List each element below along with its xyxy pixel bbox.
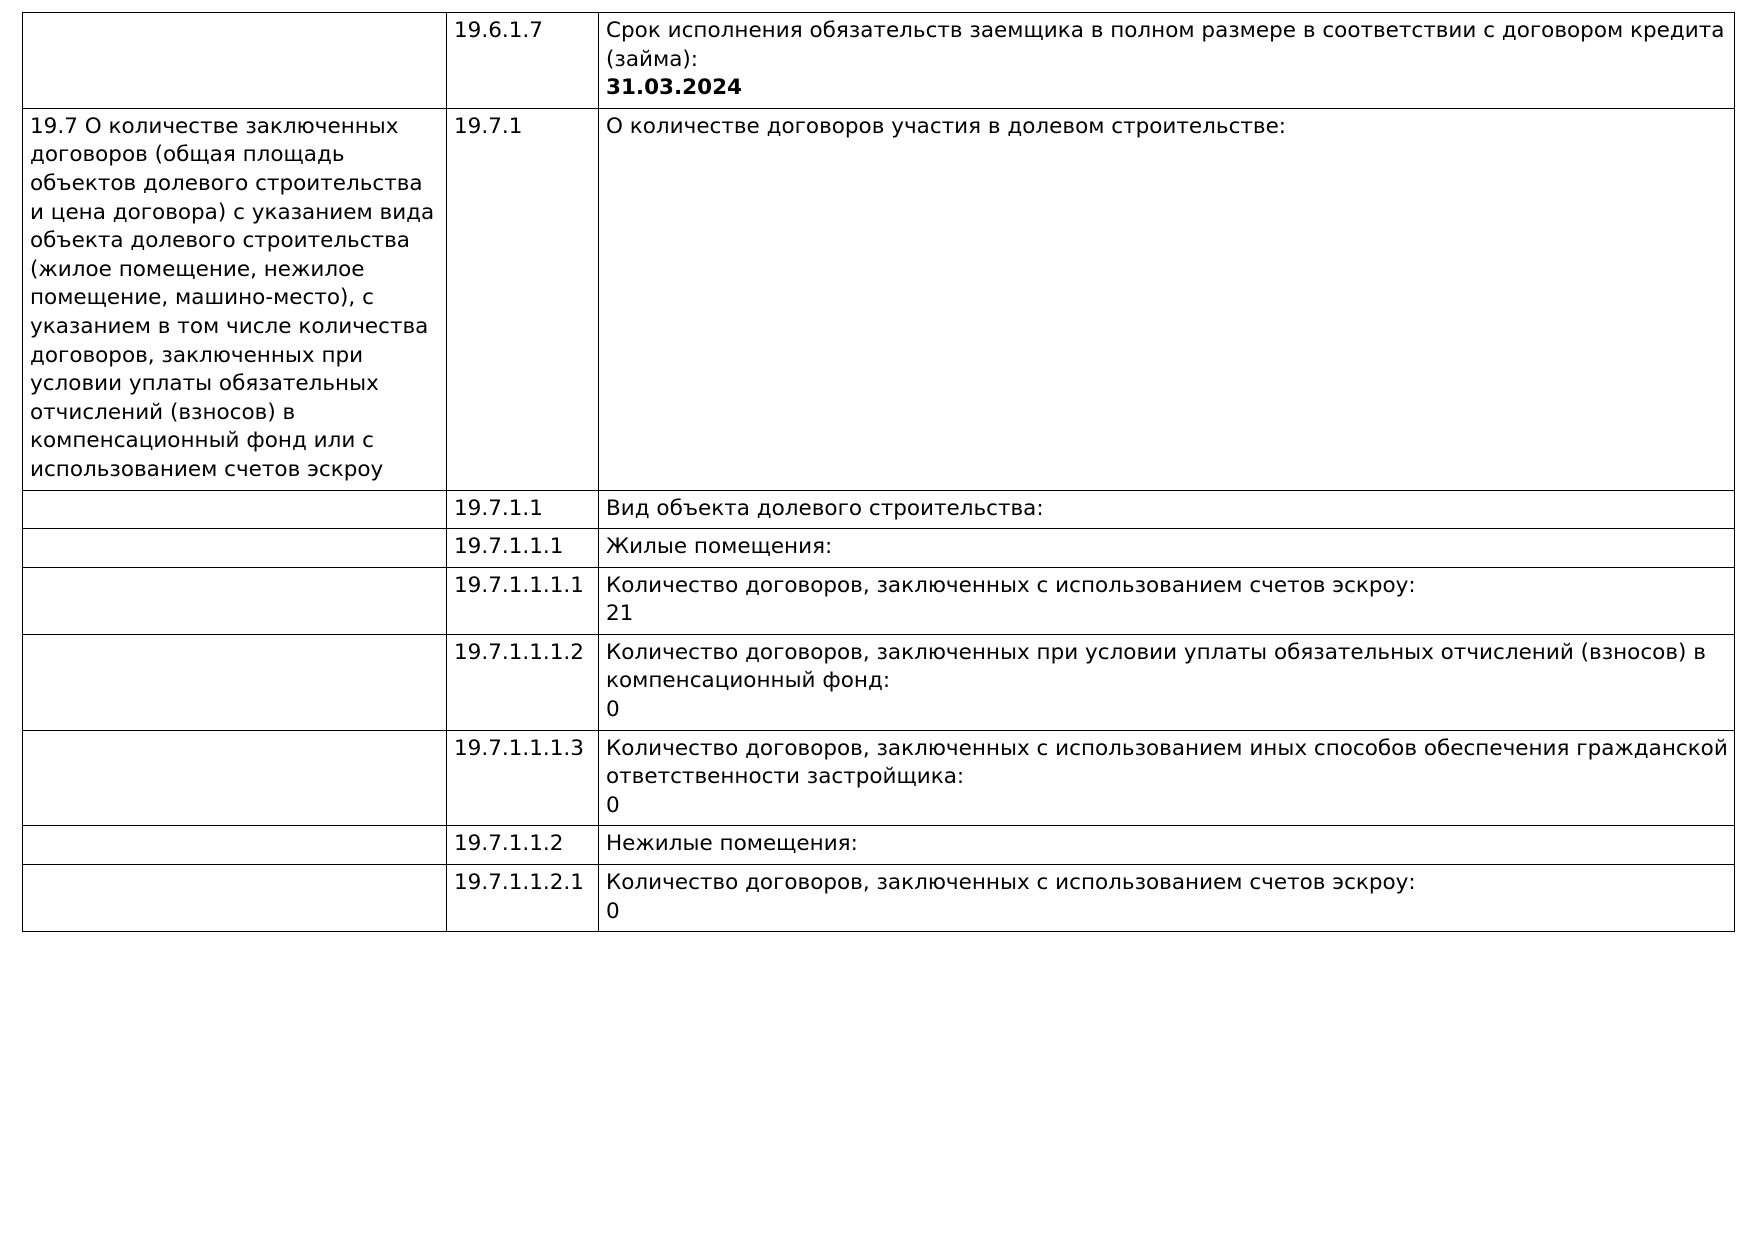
row-section-text bbox=[30, 533, 440, 534]
row-value-cell bbox=[599, 865, 1735, 932]
row-value-line-1: Срок исполнения обязательств заемщика в полном размере в соответствии с договором кредита (займа): bbox=[606, 18, 1732, 72]
row-code-text: 19.7.1.1.1.3 bbox=[454, 735, 584, 761]
row-section-cell bbox=[23, 865, 447, 932]
row-value-line-1: Количество договоров, заключенных с использованием счетов эскроу: bbox=[606, 572, 1416, 598]
table-row bbox=[23, 13, 1735, 109]
row-section-cell bbox=[23, 826, 447, 865]
row-code-text: 19.7.1.1.1 bbox=[454, 534, 564, 560]
row-section-cell bbox=[23, 634, 447, 730]
row-value-line-1: Нежилые помещения: bbox=[606, 831, 858, 857]
table-row bbox=[23, 108, 1735, 490]
row-value-line-2: 31.03.2024 bbox=[606, 75, 743, 101]
row-value-line-1: О количестве договоров участия в долевом строительстве: bbox=[606, 113, 1287, 139]
row-section-text bbox=[30, 735, 440, 736]
row-value-line-1: Количество договоров, заключенных при условии уплаты обязательных отчислений (взносов) в компенсационный фонд: bbox=[606, 639, 1713, 694]
table-row bbox=[23, 826, 1735, 865]
row-value-line-1: Жилые помещения: bbox=[606, 534, 833, 560]
row-value-cell bbox=[599, 13, 1735, 109]
row-code-text: 19.7.1.1.2 bbox=[454, 831, 564, 857]
row-code-text: 19.7.1.1 bbox=[454, 495, 543, 521]
table-body bbox=[23, 13, 1735, 932]
row-value-cell bbox=[599, 490, 1735, 529]
row-value-line-2: 21 bbox=[606, 601, 634, 627]
row-code-text: 19.6.1.7 bbox=[454, 18, 543, 43]
row-section-cell bbox=[23, 567, 447, 634]
row-value-line-1: Количество договоров, заключенных с использованием иных способов обеспечения гражданской ответственности застройщика: bbox=[606, 735, 1735, 790]
row-value-line-2: 0 bbox=[606, 697, 620, 723]
row-section-cell bbox=[23, 730, 447, 826]
row-value-cell bbox=[599, 634, 1735, 730]
row-value-line-2: 0 bbox=[606, 898, 620, 924]
row-value-cell bbox=[599, 730, 1735, 826]
table-row bbox=[23, 730, 1735, 826]
row-code-text: 19.7.1.1.1.1 bbox=[454, 572, 584, 598]
table-row bbox=[23, 865, 1735, 932]
row-section-text bbox=[30, 639, 440, 640]
row-value-cell bbox=[599, 108, 1735, 490]
table-row bbox=[23, 567, 1735, 634]
row-code-cell bbox=[447, 567, 599, 634]
table-row bbox=[23, 634, 1735, 730]
row-code-cell bbox=[447, 490, 599, 529]
row-value-cell bbox=[599, 567, 1735, 634]
row-section-cell bbox=[23, 529, 447, 568]
row-code-cell bbox=[447, 865, 599, 932]
row-section-cell bbox=[23, 13, 447, 109]
table-row bbox=[23, 490, 1735, 529]
row-code-text: 19.7.1.1.1.2 bbox=[454, 639, 584, 665]
row-section-text bbox=[30, 572, 440, 573]
row-value-line-1: Количество договоров, заключенных с использованием счетов эскроу: bbox=[606, 870, 1416, 896]
row-value-line-2: 0 bbox=[606, 792, 620, 818]
row-code-cell bbox=[447, 634, 599, 730]
row-section-text bbox=[30, 495, 440, 496]
row-section-cell bbox=[23, 490, 447, 529]
row-code-cell bbox=[447, 730, 599, 826]
row-code-cell bbox=[447, 826, 599, 865]
row-code-text: 19.7.1 bbox=[454, 113, 523, 139]
row-code-cell bbox=[447, 529, 599, 568]
row-value-line-1: Вид объекта долевого строительства: bbox=[606, 495, 1044, 521]
table-row bbox=[23, 529, 1735, 568]
row-value-cell bbox=[599, 529, 1735, 568]
row-section-cell bbox=[23, 108, 447, 490]
row-code-text: 19.7.1.1.2.1 bbox=[454, 870, 584, 896]
declaration-table bbox=[22, 12, 1735, 932]
row-code-cell bbox=[447, 108, 599, 490]
row-section-text: 19.7 О количестве заключенных договоров (общая площадь объектов долевого строительства и цена договора) с указанием вида объекта долевого строительства (жилое помещение, нежилое помещение, машино-место), с указанием в том числе количества договоров, заключенных при условии уплаты обязательных отчислений (взносов) в компенсационный фонд или с использованием счетов эскроу bbox=[30, 113, 442, 482]
row-code-cell bbox=[447, 13, 599, 109]
row-section-text bbox=[30, 830, 440, 831]
row-section-text bbox=[30, 869, 440, 870]
row-value-cell bbox=[599, 826, 1735, 865]
